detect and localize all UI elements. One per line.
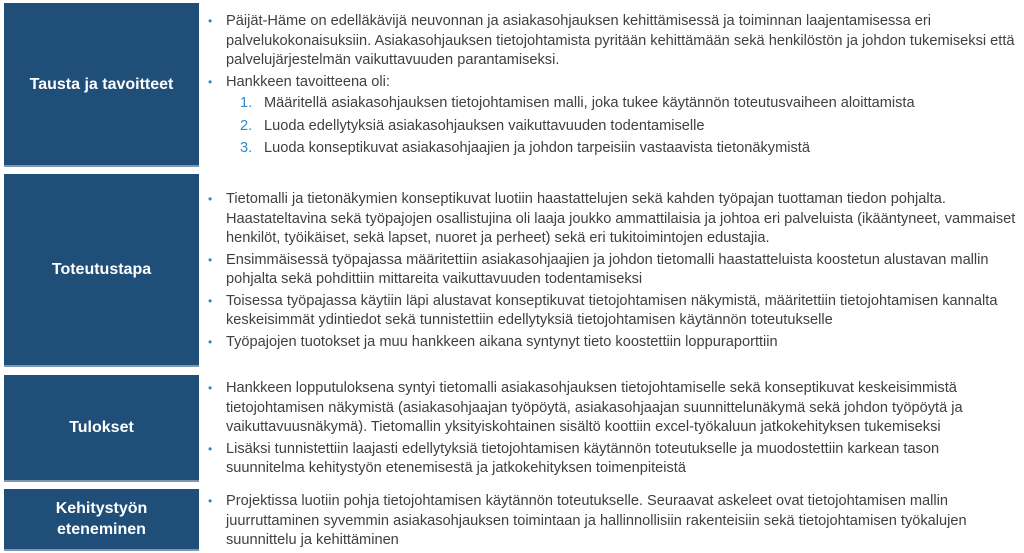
bullet-text: Ensimmäisessä työpajassa määritettiin asiakasohjaajien ja johdon tietomalli haastatteluista koostetun alustavan mallin pohjalta sekä pohdittiin mittareita vaikuttavuuden todentamiseksi bbox=[226, 251, 989, 287]
bullet-text: Projektissa luotiin pohja tietojohtamisen käytännön toteutukselle. Seuraavat askeleet ovat tietojohtamisen mallin juurruttaminen syvemmin asiakasohjauksen toimintaan ja hallinnollisiin rakenteisiin sekä tietojohtamisen työkalujen suunnittelu ja kehittäminen bbox=[226, 493, 967, 548]
section-content bbox=[208, 379, 1016, 481]
bullet-item bbox=[208, 492, 1016, 551]
section-tulokset bbox=[0, 375, 1024, 482]
item-number: 2. bbox=[240, 117, 253, 134]
section-label-text: Tulokset bbox=[69, 419, 134, 436]
item-number: 3. bbox=[240, 140, 253, 156]
numbered-item bbox=[208, 117, 1016, 137]
bullet-list bbox=[208, 12, 1016, 159]
bullet-icon: • bbox=[208, 381, 213, 395]
item-text: Määritellä asiakasohjauksen tietojohtamisen malli, joka tukee käytännön toteutusvaiheen aloittamista bbox=[264, 95, 915, 111]
bullet-item bbox=[208, 333, 1016, 353]
bullet-icon: • bbox=[208, 293, 213, 308]
bullet-item bbox=[208, 12, 1016, 71]
bullet-icon: • bbox=[208, 252, 213, 267]
bullet-icon: • bbox=[208, 441, 213, 456]
numbered-item bbox=[208, 94, 1016, 114]
bullet-icon: • bbox=[208, 494, 213, 508]
bullet-item bbox=[208, 440, 1016, 479]
section-label-text: Tausta ja tavoitteet bbox=[29, 75, 174, 93]
bullet-list bbox=[208, 379, 1016, 479]
bullet-icon: • bbox=[208, 334, 213, 349]
section-content bbox=[208, 190, 1016, 354]
section-tausta bbox=[0, 3, 1024, 167]
section-content bbox=[208, 12, 1016, 162]
numbered-list bbox=[208, 94, 1016, 159]
section-content bbox=[208, 492, 1016, 553]
bullet-item bbox=[208, 292, 1016, 331]
bullet-text: Päijät-Häme on edelläkävijä neuvonnan ja asiakasohjauksen kehittämisessä ja toiminnan laajentamisessa eri palvelukokonaisuksiin. Asiakasohjauksen tietojohtamista pyritään kehittämään sekä henkilöstön ja johdon tukemiseksi että palvelujärjestelmän vaikuttavuuden parantamiseksi. bbox=[226, 13, 1015, 68]
bullet-icon: • bbox=[208, 74, 213, 89]
bullet-text: Hankkeen lopputuloksena syntyi tietomalli asiakasohjauksen tietojohtamiselle sekä konseptikuvat keskeisimmistä tietojohtamisen näkymistä (asiakasohjaajan työpöytä, asiakasohjaajan suunnittelunäkymä sekä johdon työpöytä ja vaikuttavuusnäkymä). Tietomallin yksityiskohtainen sisältö koottiin excel-työkaluun jatkokehityksen tukemiseksi bbox=[226, 380, 963, 435]
bullet-list bbox=[208, 492, 1016, 551]
bullet-text: Tietomalli ja tietonäkymien konseptikuvat luotiin haastattelujen sekä kahden työpajan tuottaman tiedon pohjalta. Haastateltavina sekä työpajojen osallistujina oli laaja joukko ammattilaisia ja johtoa eri palveluista (ikääntyneet, vammaiset henkilöt, työikäiset, sekä lapset, nuoret ja perheet) sekä eri tukitoimintojen edustajia. bbox=[226, 191, 1016, 246]
bullet-item bbox=[208, 379, 1016, 438]
section-toteutustapa bbox=[0, 174, 1024, 367]
bullet-text: Hankkeen tavoitteena oli: bbox=[226, 73, 390, 90]
item-text: Luoda konseptikuvat asiakasohjaajien ja johdon tarpeisiin vastaavista tietonäkymistä bbox=[264, 140, 810, 156]
item-text: Luoda edellytyksiä asiakasohjauksen vaikuttavuuden todentamiselle bbox=[264, 117, 705, 134]
bullet-text: Työpajojen tuotokset ja muu hankkeen aikana syntynyt tieto koostettiin loppuraporttiin bbox=[226, 333, 778, 350]
bullet-item bbox=[208, 190, 1016, 249]
section-label bbox=[4, 3, 199, 167]
bullet-icon: • bbox=[208, 14, 213, 28]
bullet-text: Lisäksi tunnistettiin laajasti edellytyksiä tietojohtamisen käytännön toteutukselle ja muodostettiin karkean tason suunnitelma kehitystyön etenemisestä ja jatkokehityksen toimenpiteistä bbox=[226, 440, 940, 476]
bullet-text: Toisessa työpajassa käytiin läpi alustavat konseptikuvat tietojohtamisen näkymistä, määritettiin tietojohtamisen kannalta keskeisimmät ydintiedot sekä tunnistettiin edellytyksiä tietojohtamisen käytännön toteutukselle bbox=[226, 292, 998, 328]
bullet-list bbox=[208, 190, 1016, 352]
section-label bbox=[4, 489, 199, 551]
section-label-text: Toteutustapa bbox=[51, 261, 152, 278]
bullet-icon: • bbox=[208, 192, 213, 206]
bullet-item bbox=[208, 73, 1016, 159]
section-label bbox=[4, 375, 199, 482]
section-kehitystyo bbox=[0, 489, 1024, 551]
section-label bbox=[4, 174, 199, 367]
item-number: 1. bbox=[240, 95, 253, 111]
numbered-item bbox=[208, 139, 1016, 159]
bullet-item bbox=[208, 251, 1016, 290]
section-label-text: Kehitystyön eteneminen bbox=[55, 500, 148, 538]
